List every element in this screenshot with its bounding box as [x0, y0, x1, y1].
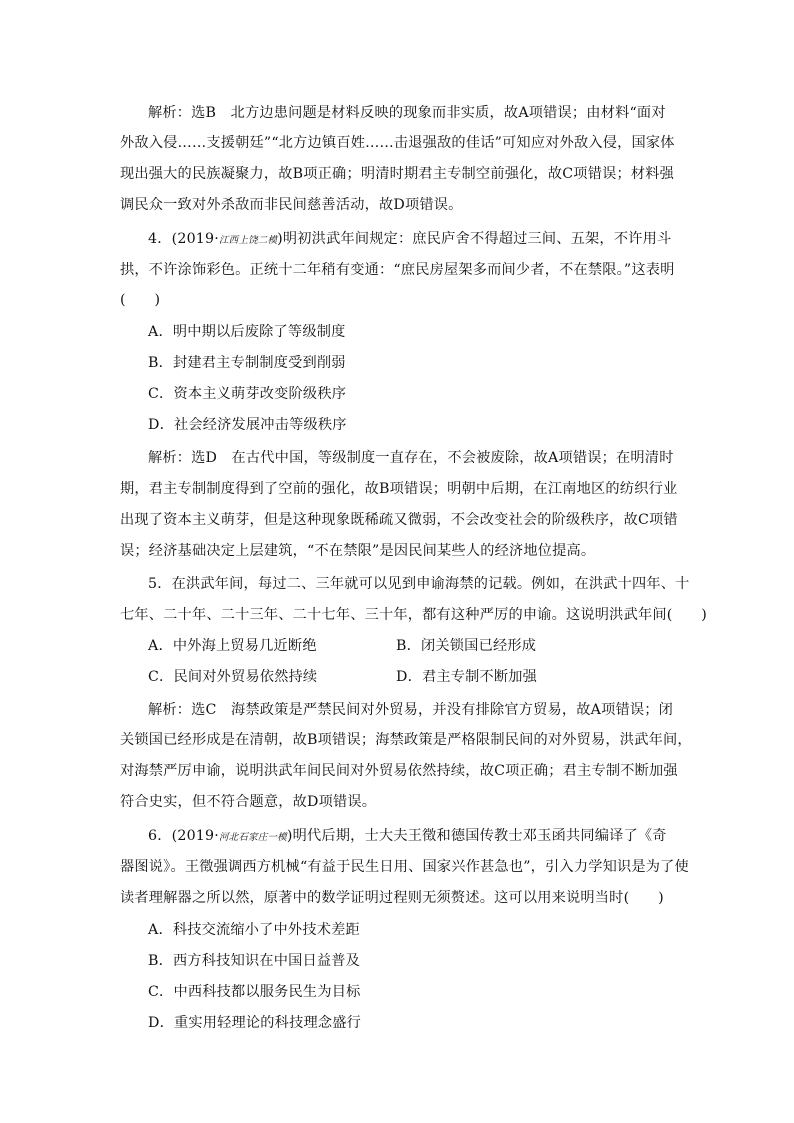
analysis-4-line-2: 期，君主专制制度得到了空前的强化，故B项错误；明朝中后期，在江南地区的纺织行业: [120, 481, 678, 497]
analysis-3-line-4: 调民众一致对外杀敌而非民间慈善活动，故D项错误。: [120, 197, 463, 213]
analysis-3-line-1: 解析：选B 北方边患问题是材料反映的现象而非实质，故A项错误；由材料“面对: [148, 105, 666, 121]
question-4-answer-paren: ( ): [120, 292, 161, 308]
analysis-4-line-4: 误；经济基础决定上层建筑，“不在禁限”是因民间某些人的经济地位提高。: [120, 543, 596, 559]
question-4-line-1: [148, 229, 708, 251]
question-4-option-d: D．社会经济发展冲击等级秩序: [148, 417, 347, 433]
question-5-option-c: C．民间对外贸易依然持续: [148, 669, 318, 685]
analysis-5-line-4: 符合史实，但不符合题意，故D项错误。: [120, 794, 377, 810]
analysis-3-line-2: 外敌入侵……支援朝廷”“北方边镇百姓……击退强敌的佳话”可知应对外敌入侵，国家体: [120, 135, 675, 151]
question-6-line-3: 读者理解器之所以然，原著中的数学证明过程则无须赘述。这可以用来说明当时( ): [120, 890, 664, 906]
analysis-3-line-3: 现出强大的民族凝聚力，故B项正确；明清时期君主专制空前强化，故C项错误；材料强: [120, 166, 675, 182]
question-5-line-2: 七年、二十年、二十三年、二十七年、三十年，都有这种严厉的申谕。这说明洪武年间( ): [120, 607, 707, 623]
question-5-option-b: B．闭关锁国已经形成: [396, 638, 537, 654]
question-6-line-1: [148, 826, 708, 848]
question-4-option-c: C．资本主义萌芽改变阶级秩序: [148, 386, 347, 402]
question-4-stem-start: )明初洪武年间规定：庶民庐舍不得超过三间、五架，不许用斗: [277, 231, 672, 247]
question-4-option-b: B．封建君主专制制度受到削弱: [148, 355, 346, 371]
question-6-option-a: A．科技交流缩小了中外技术差距: [148, 922, 360, 938]
question-6-option-c: C．中西科技都以服务民生为目标: [148, 984, 361, 1000]
question-6-source: 河北石家庄一模: [218, 832, 287, 843]
question-6-stem-start: )明代后期，士大夫王徵和德国传教士邓玉函共同编译了《奇: [286, 828, 667, 844]
question-5-option-d: D．君主专制不断加强: [396, 669, 538, 685]
question-6-option-d: D．重实用轻理论的科技理念盛行: [148, 1015, 362, 1031]
analysis-5-line-3: 对海禁严厉申谕，说明洪武年间民间对外贸易依然持续，故C项正确；君主专制不断加强: [120, 763, 678, 779]
analysis-4-line-1: 解析：选D 在古代中国，等级制度一直存在，不会被废除，故A项错误；在明清时: [148, 450, 674, 466]
question-4-line-2: 拱，不许涂饰彩色。正统十二年稍有变通：“庶民房屋架多而间少者，不在禁限。”这表明: [120, 262, 675, 278]
question-5-line-1: 5．在洪武年间，每过二、三年就可以见到申谕海禁的记载。例如，在洪武十四年、十: [148, 576, 690, 592]
analysis-4-line-3: 出现了资本主义萌芽，但是这种现象既稀疏又微弱，不会改变社会的阶级秩序，故C项错: [120, 512, 678, 528]
question-4-option-a: A．明中期以后废除了等级制度: [148, 324, 346, 340]
question-6-prefix: 6．(2019·: [148, 828, 219, 844]
question-6-line-2: 器图说》。王徵强调西方机械“有益于民生日用、国家兴作甚急也”，引入力学知识是为了使: [120, 859, 689, 875]
question-6-option-b: B．西方科技知识在中国日益普及: [148, 953, 361, 969]
analysis-5-line-2: 关锁国已经形成是在清朝，故B项错误；海禁政策是严格限制民间的对外贸易，洪武年间，: [120, 732, 692, 748]
question-5-option-a: A．中外海上贸易几近断绝: [148, 638, 317, 654]
analysis-5-line-1: 解析：选C 海禁政策是严禁民间对外贸易，并没有排除官方贸易，故A项错误；闭: [148, 702, 674, 718]
question-4-source: 江西上饶二模: [218, 235, 278, 246]
question-4-prefix: 4．(2019·: [148, 231, 219, 247]
